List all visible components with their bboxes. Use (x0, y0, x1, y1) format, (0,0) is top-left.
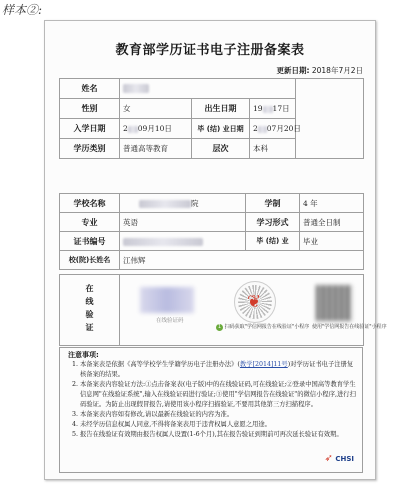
school-label: 学校名称 (60, 194, 120, 213)
duration-label: 学制 (246, 194, 300, 213)
personal-info-table (59, 78, 364, 159)
status-label: 毕 (结) 业 (246, 232, 300, 251)
verify-label: 在线验证 (85, 284, 94, 336)
notes-title: 注意事项: (68, 351, 99, 359)
verify-label-cell (60, 275, 120, 346)
note-item: 3. 本备案表内容如有修改,请以最新在线验证的内容为准。 (80, 410, 358, 420)
status-value: 毕业 (300, 232, 364, 251)
verify-cell (120, 275, 387, 346)
category-label: 学历类别 (60, 139, 120, 159)
verify-code-link[interactable] (140, 287, 194, 313)
chsi-logo: ➶ CHSI (324, 453, 354, 464)
major-label: 专业 (60, 213, 120, 232)
notes-list (64, 360, 358, 440)
note-item: 5. 报告在线验证有效期由报告权属人设置(1-6个月),其在报告验证到期前可再次延长验证有效期。 (80, 430, 358, 440)
school-value: 院 (120, 194, 246, 213)
qr-step1-caption: 1 扫码获取"学信网报告在线验证"小程序 (217, 324, 310, 330)
sample-label: 样本②: (2, 3, 43, 17)
enroll-value: 2 09月10日 (120, 119, 192, 139)
name-value (120, 79, 296, 99)
level-value: 本科 (250, 139, 296, 159)
gender-value: 女 (120, 99, 192, 119)
duration-value: 4 年 (300, 194, 364, 213)
verify-table (59, 274, 387, 346)
cert-value (120, 232, 246, 251)
birth-label: 出生日期 (192, 99, 250, 119)
category-value: 普通高等教育 (120, 139, 192, 159)
notes-section (59, 347, 363, 473)
chsi-swoosh-icon: ➶ (324, 453, 333, 464)
update-date: 更新日期: 2018年7月2日 (276, 66, 363, 75)
note-item: 2. 本备案表内容验证方法:①点击备案表(电子版)中的在线验证码,可在线验证;②登录中国高等教育学生信息网"在线验证系统",输入在线验证码进行验证;③使用"学信网报告在线验证"的微信小程序,进行扫码验证。为防止出现假冒报告,请使用该小程序扫描验证,不要用其他第三方扫描程序。 (80, 380, 358, 410)
mode-label: 学习形式 (246, 213, 300, 232)
principal-value: 江伟辉 (120, 251, 364, 270)
mini-program-qr-icon: ❦ (234, 281, 276, 323)
enroll-label: 入学日期 (60, 119, 120, 139)
verify-code-caption: 在线验证码 (156, 318, 184, 324)
grad-label: 毕 (结) 业日期 (192, 119, 250, 139)
major-value: 英语 (120, 213, 246, 232)
mode-value: 普通全日制 (300, 213, 364, 232)
document-title: 教育部学历证书电子注册备案表 (115, 43, 305, 58)
level-label: 层次 (192, 139, 250, 159)
principal-label: 校(院)长姓名 (60, 251, 120, 270)
grad-value: 2 07月20日 (250, 119, 296, 139)
qr-step2-caption: 使用"学信网报告在线验证"小程序 (312, 324, 387, 330)
registration-form (44, 20, 387, 480)
regulation-link[interactable]: 教学[2014]11号 (239, 361, 288, 368)
birth-value: 19 17日 (250, 99, 296, 119)
note-item: 4. 未经学历信息权属人同意,不得将备案表用于违背权属人意愿之用途。 (80, 420, 358, 430)
school-info-table (59, 193, 364, 270)
photo-cell (296, 79, 364, 159)
gender-label: 性别 (60, 99, 120, 119)
verification-qr-icon (316, 285, 352, 321)
name-label: 姓名 (60, 79, 120, 99)
cert-label: 证书编号 (60, 232, 120, 251)
note-item: 1. 本备案表是依据《高等学校学生学籍学历电子注册办法》(教学[2014]11号)对学历证书电子注册复核备案的结果。 (80, 360, 358, 380)
